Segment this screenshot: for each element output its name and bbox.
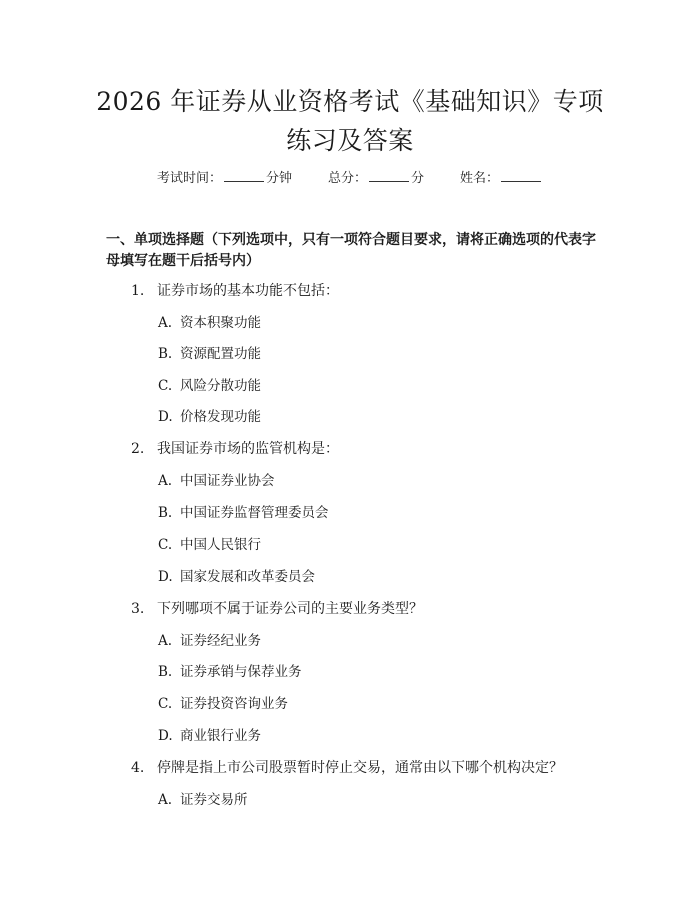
option-letter: B. [158,664,173,680]
option-2a [158,471,275,491]
option-text: 资本积聚功能 [180,315,261,331]
option-text: 国家发展和改革委员会 [180,569,315,585]
name-field [460,171,543,186]
option-letter: B. [158,505,173,521]
option-1c [158,376,261,396]
option-text: 风险分散功能 [180,378,261,394]
option-letter: A. [158,792,173,808]
option-letter: A. [158,633,173,649]
exam-time-label: 考试时间： [156,171,222,186]
question-1 [131,281,339,301]
option-letter: C. [158,537,173,553]
question-number: 2. [131,441,145,457]
question-2 [131,439,339,459]
option-3c [158,694,288,714]
section-heading: 一、单项选择题（下列选项中，只有一项符合题目要求，请将正确选项的代表字母填写在题干后括号内） [106,232,596,269]
question-number: 3. [131,601,145,617]
document-title-line-1: 2026 年证券从业资格考试《基础知识》专项 [96,87,604,116]
exam-info-line [0,169,700,188]
question-number: 1. [131,283,145,299]
question-number: 4. [131,760,145,776]
option-letter: C. [158,378,173,394]
option-text: 中国证券监督管理委员会 [180,505,329,521]
option-text: 中国人民银行 [180,537,261,553]
option-text: 商业银行业务 [180,728,261,744]
option-text: 证券经纪业务 [180,633,261,649]
option-2c [158,535,261,555]
question-3 [131,599,423,619]
option-letter: D. [158,728,173,744]
question-4 [131,758,563,778]
total-score-field [328,171,424,186]
option-2d [158,567,315,587]
option-letter: A. [158,315,173,331]
exam-time-field [157,171,292,186]
option-3a [158,631,261,651]
question-text: 下列哪项不属于证券公司的主要业务类型？ [157,601,423,617]
total-score-label: 总分： [327,171,367,186]
option-letter: D. [158,569,173,585]
option-text: 证券交易所 [180,792,248,808]
exam-time-blank [224,169,264,182]
document-title-line-2: 练习及答案 [286,126,414,155]
option-3d [158,726,261,746]
option-text: 资源配置功能 [180,346,261,362]
question-text: 我国证券市场的监管机构是： [157,441,339,457]
name-label: 姓名： [460,171,500,186]
option-3b [158,662,302,682]
option-letter: A. [158,473,173,489]
option-4a [158,790,248,810]
option-letter: B. [158,346,173,362]
name-blank [501,169,541,182]
option-2b [158,503,329,523]
option-text: 中国证券业协会 [180,473,275,489]
question-text: 证券市场的基本功能不包括： [157,283,339,299]
option-text: 价格发现功能 [180,409,261,425]
option-letter: C. [158,696,173,712]
option-1d [158,407,261,427]
option-1b [158,344,261,364]
question-text: 停牌是指上市公司股票暂时停止交易，通常由以下哪个机构决定？ [157,760,563,776]
option-1a [158,313,261,333]
option-text: 证券投资咨询业务 [180,696,288,712]
total-score-blank [369,169,409,182]
option-letter: D. [158,409,173,425]
option-text: 证券承销与保荐业务 [180,664,302,680]
exam-time-unit: 分钟 [265,171,292,186]
total-score-unit: 分 [411,171,425,186]
